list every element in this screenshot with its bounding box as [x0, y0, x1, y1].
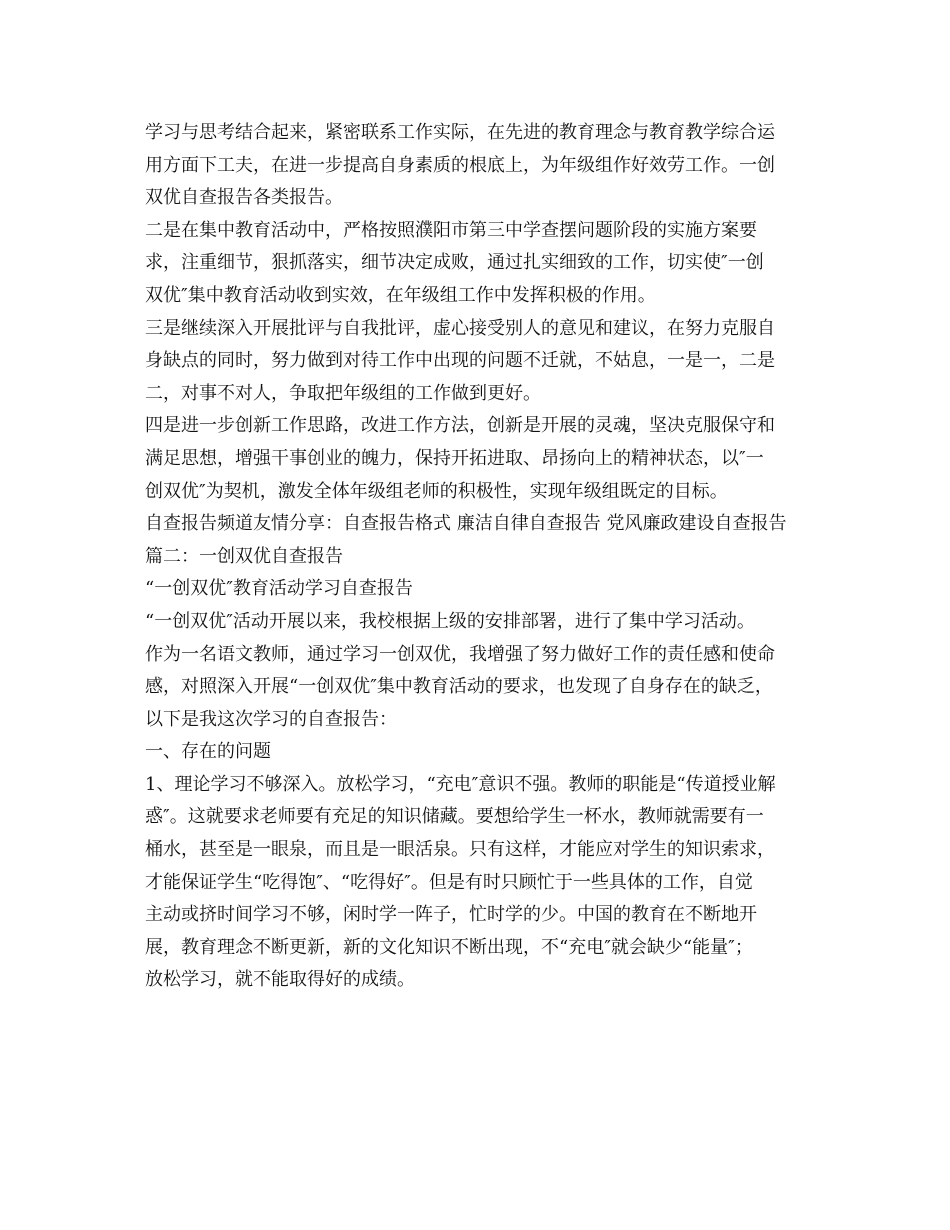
text-line: 展，教育理念不断更新，新的文化知识不断出现，不“充电″就会缺少“能量″； [145, 936, 753, 958]
document-body [145, 117, 815, 997]
text-line: 学习与思考结合起来，紧密联系工作实际，在先进的教育理念与教育教学综合运 [145, 122, 775, 143]
text-line: 四是进一步创新工作思路，改进工作方法，创新是开展的灵魂，坚决克服保守和 [145, 415, 775, 437]
text-line: 三是继续深入开展批评与自我批评，虚心接受别人的意见和建议，在努力克服自 [145, 317, 775, 339]
section-heading: 一、存在的问题 [145, 741, 271, 763]
text-line: 二是在集中教育活动中，严格按照濮阳市第三中学查摆问题阶段的实施方案要 [145, 219, 757, 241]
text-line: 创双优″为契机，激发全体年级组老师的积极性，实现年级组既定的目标。 [145, 480, 728, 502]
text-line: 放松学习，就不能取得好的成绩。 [145, 969, 415, 991]
text-line: 桶水，甚至是一眼泉，而且是一眼活泉。只有这样，才能应对学生的知识索求， [145, 839, 775, 861]
text-line: 作为一名语文教师，通过学习一创双优，我增强了努力做好工作的责任感和使命 [145, 643, 775, 665]
text-line: 1、理论学习不够深入。放松学习，“充电″意识不强。教师的职能是“传道授业解 [145, 773, 776, 795]
text-line: 二，对事不对人，争取把年级组的工作做到更好。 [145, 382, 541, 404]
report-title: “一创双优″教育活动学习自查报告 [145, 578, 413, 600]
text-line: 用方面下工夫，在进一步提高自身素质的根底上，为年级组作好效劳工作。一创 [145, 154, 775, 176]
text-line: 惑″。这就要求老师要有充足的知识储藏。要想给学生一杯水，教师就需要有一 [145, 806, 764, 828]
text-line: 双优″集中教育活动收到实效，在年级组工作中发挥积极的作用。 [145, 284, 656, 306]
section-heading: 篇二：一创双优自查报告 [145, 545, 343, 567]
text-line: 求，注重细节，狠抓落实，细节决定成败，通过扎实细致的工作，切实使″一创 [145, 252, 764, 274]
text-line: 主动或挤时间学习不够，闲时学一阵子，忙时学的少。中国的教育在不断地开 [145, 904, 757, 926]
text-line: 身缺点的同时，努力做到对待工作中出现的问题不迁就，不姑息，一是一，二是 [145, 350, 775, 372]
text-line: 自查报告频道友情分享：自查报告格式 廉洁自律自查报告 党风廉政建设自查报告 [145, 513, 787, 535]
text-line: 双优自查报告各类报告。 [145, 187, 343, 209]
text-line: “一创双优″活动开展以来，我校根据上级的安排部署，进行了集中学习活动。 [145, 610, 755, 632]
text-line: 才能保证学生“吃得饱″、“吃得好″。但是有时只顾忙于一些具体的工作，自觉 [145, 871, 753, 893]
text-line: 以下是我这次学习的自查报告： [145, 708, 397, 730]
text-line: 满足思想，增强干事创业的魄力，保持开拓进取、昂扬向上的精神状态，以″一 [145, 447, 764, 469]
text-line: 感，对照深入开展“一创双优″集中教育活动的要求，也发现了自身存在的缺乏， [145, 676, 773, 698]
